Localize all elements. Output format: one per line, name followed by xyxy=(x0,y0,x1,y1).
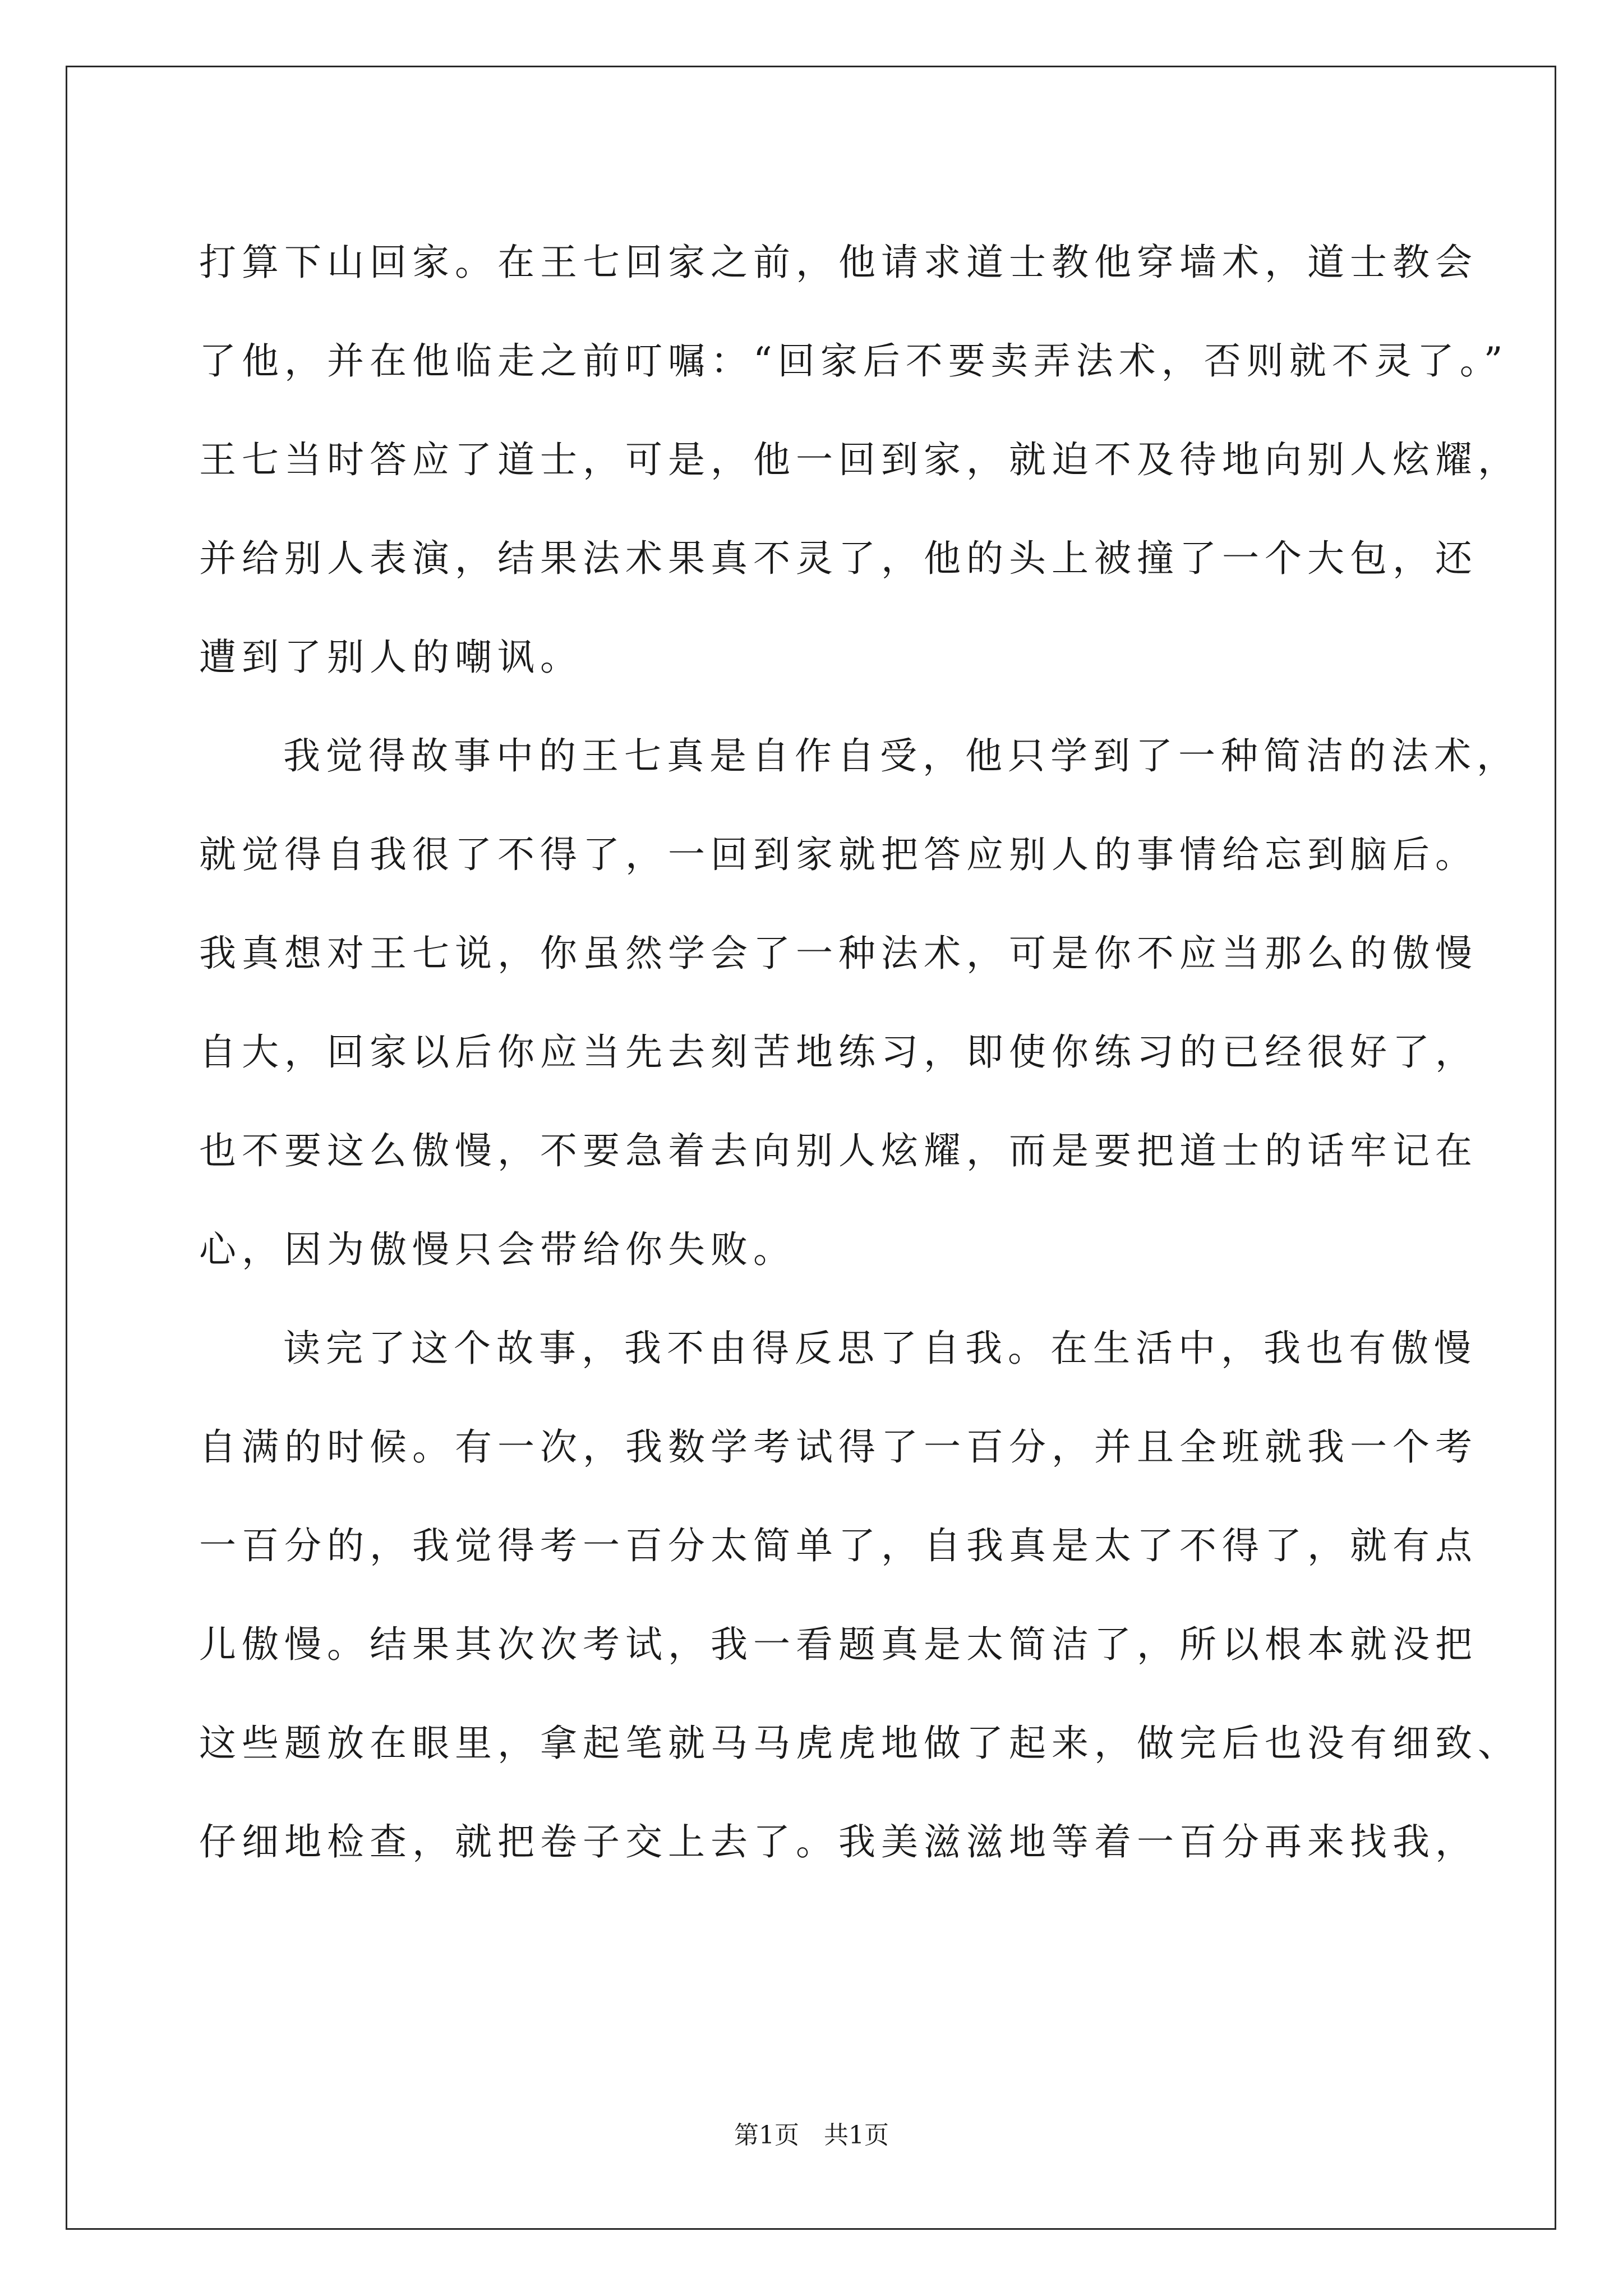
text-line: 心，因为傲慢只会带给你失败。 xyxy=(199,1228,796,1271)
text-line: 打算下山回家。在王七回家之前，他请求道士教他穿墙术，道士教会 xyxy=(199,241,1478,284)
text-line: 了他，并在他临走之前叮嘱：“回家后不要卖弄法术，否则就不灵了。” xyxy=(199,339,1509,383)
text-line: 遭到了别人的嘲讽。 xyxy=(199,636,583,679)
text-line: 一百分的，我觉得考一百分太简单了，自我真是太了不得了，就有点 xyxy=(199,1524,1478,1567)
text-line: 自大，回家以后你应当先去刻苦地练习，即使你练习的已经很好了， xyxy=(199,1030,1478,1074)
document-body xyxy=(199,213,1520,1892)
text-line-paragraph-start: 读完了这个故事，我不由得反思了自我。在生活中，我也有傲慢 xyxy=(283,1327,1477,1370)
text-line: 就觉得自我很了不得了，一回到家就把答应别人的事情给忘到脑后。 xyxy=(199,833,1478,876)
text-line-paragraph-start: 我觉得故事中的王七真是自作自受，他只学到了一种简洁的法术， xyxy=(283,734,1519,777)
text-line: 这些题放在眼里，拿起笔就马马虎虎地做了起来，做完后也没有细致、 xyxy=(199,1722,1520,1765)
text-line: 我真想对王七说，你虽然学会了一种法术，可是你不应当那么的傲慢 xyxy=(199,932,1478,975)
text-line: 儿傲慢。结果其次次考试，我一看题真是太简洁了，所以根本就没把 xyxy=(199,1623,1478,1666)
text-line: 自满的时候。有一次，我数学考试得了一百分，并且全班就我一个考 xyxy=(199,1425,1478,1469)
page-footer: 第1页 共1页 xyxy=(734,2121,889,2150)
text-line: 并给别人表演，结果法术果真不灵了，他的头上被撞了一个大包，还 xyxy=(199,537,1478,580)
text-line: 仔细地检查，就把卷子交上去了。我美滋滋地等着一百分再来找我， xyxy=(199,1820,1478,1864)
text-line: 也不要这么傲慢，不要急着去向别人炫耀，而是要把道士的话牢记在 xyxy=(199,1129,1478,1172)
text-line: 王七当时答应了道士，可是，他一回到家，就迫不及待地向别人炫耀， xyxy=(199,438,1520,481)
